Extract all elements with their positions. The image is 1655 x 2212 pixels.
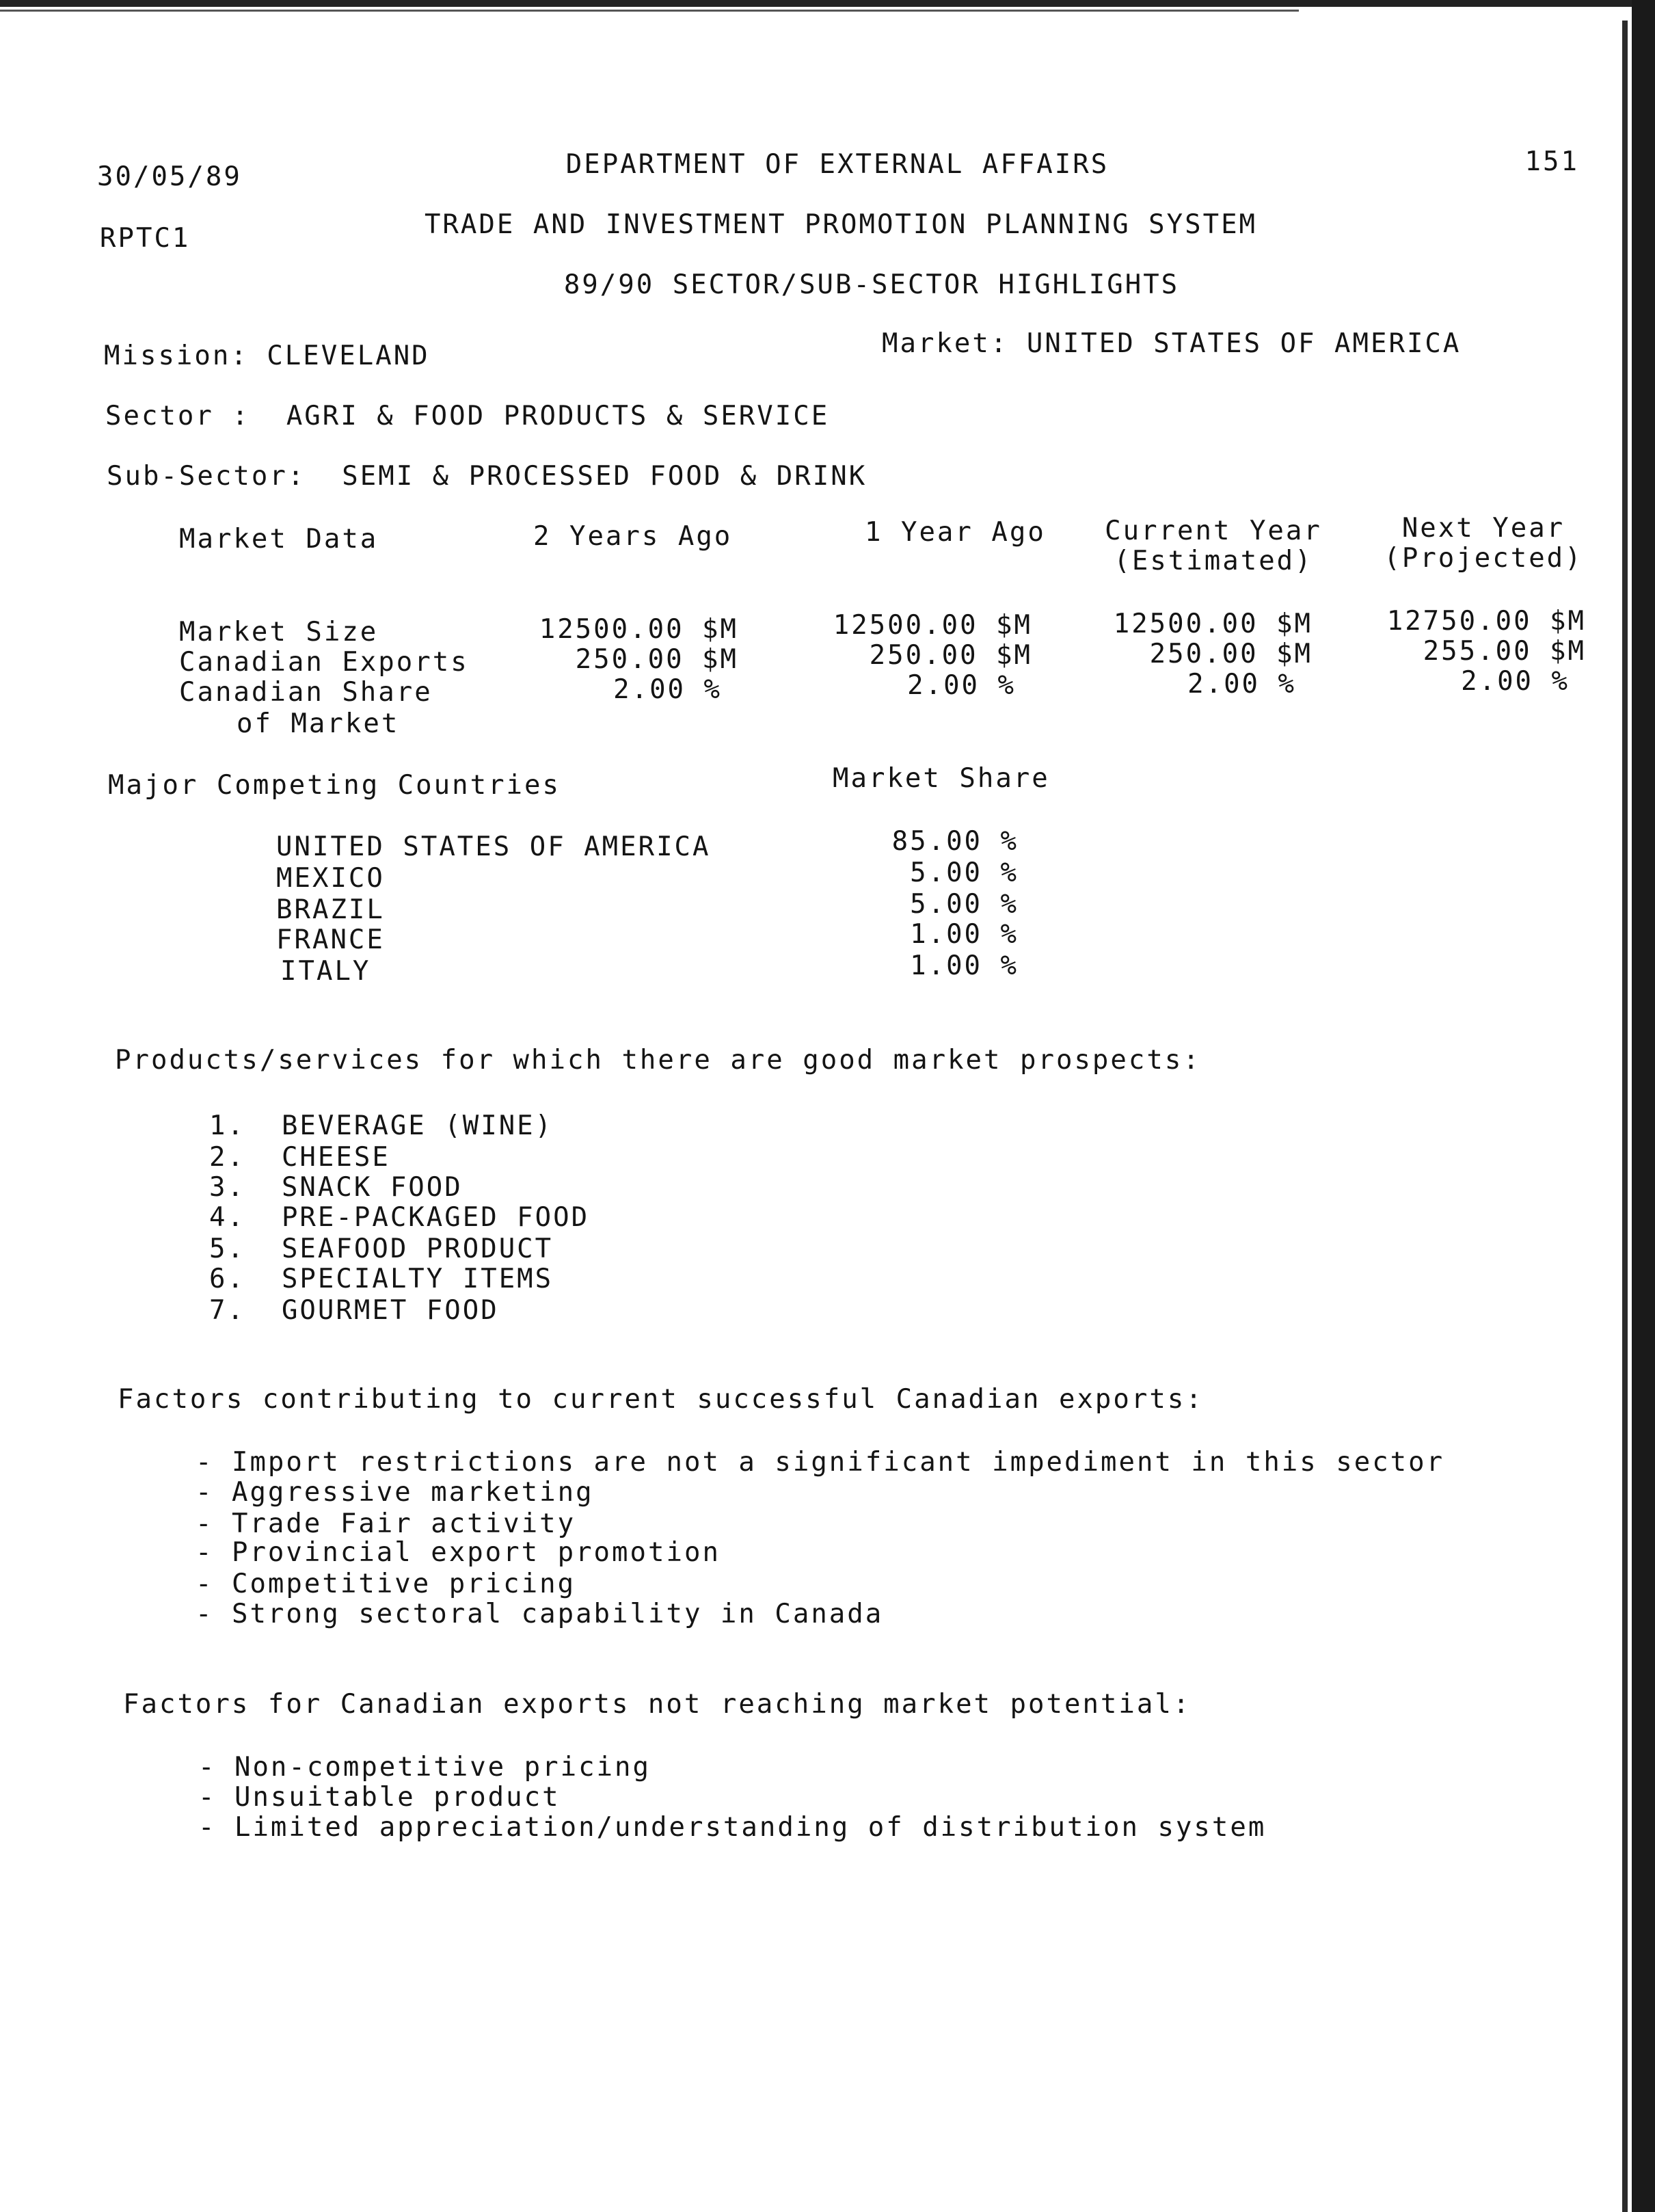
- mission-line: [104, 341, 430, 372]
- prospect-text: SPECIALTY ITEMS: [281, 1264, 554, 1294]
- canadian-exports-1y: 250.00 $M: [869, 640, 1032, 671]
- market-size-current: 12500.00 $M: [1113, 609, 1313, 639]
- sector-label: Sector :: [105, 401, 250, 431]
- mission-value: CLEVELAND: [267, 341, 430, 371]
- competitor-share: 1.00 %: [910, 950, 1019, 981]
- canadian-exports-next: 255.00 $M: [1423, 636, 1586, 667]
- canadian-share-current: 2.00 %: [1187, 669, 1296, 699]
- competitor-share: 85.00 %: [891, 826, 1019, 857]
- prospect-item: [209, 1172, 463, 1203]
- barrier-factor-item: - Non-competitive pricing: [198, 1752, 651, 1783]
- prospect-item: [209, 1234, 553, 1265]
- subsector-label: Sub-Sector:: [107, 461, 306, 492]
- success-factor-item: - Trade Fair activity: [196, 1508, 576, 1539]
- department-title: DEPARTMENT OF EXTERNAL AFFAIRS: [565, 149, 1109, 180]
- scan-right-edge: [1632, 0, 1655, 2212]
- market-size-2y: 12500.00 $M: [539, 614, 738, 645]
- competitor-country: UNITED STATES OF AMERICA: [276, 831, 711, 862]
- subsector-line: [107, 461, 867, 492]
- mission-label: Mission:: [104, 341, 249, 371]
- prospect-number: 1.: [209, 1110, 245, 1141]
- prospect-item: [209, 1110, 553, 1142]
- prospect-number: 7.: [209, 1295, 245, 1326]
- success-factors-heading: Factors contributing to current successful Canadian exports:: [118, 1384, 1204, 1415]
- success-factor-item: - Provincial export promotion: [196, 1537, 721, 1568]
- prospect-text: SEAFOOD PRODUCT: [281, 1234, 554, 1264]
- prospect-text: SNACK FOOD: [281, 1172, 463, 1203]
- report-date: 30/05/89: [97, 161, 242, 192]
- barrier-factor-item: - Limited appreciation/understanding of distribution system: [198, 1812, 1267, 1843]
- prospect-number: 3.: [209, 1172, 245, 1203]
- page-number: 151: [1524, 146, 1579, 177]
- success-factor-item: - Competitive pricing: [196, 1569, 576, 1599]
- system-title: TRADE AND INVESTMENT PROMOTION PLANNING SYSTEM: [424, 209, 1258, 240]
- col-1-year-ago: 1 Year Ago: [865, 517, 1046, 548]
- prospect-text: BEVERAGE (WINE): [281, 1110, 554, 1141]
- canadian-share-1y: 2.00 %: [907, 670, 1016, 701]
- prospect-number: 2.: [209, 1142, 245, 1173]
- market-line: [882, 328, 1461, 360]
- success-factor-item: - Strong sectoral capability in Canada: [196, 1599, 884, 1629]
- sector-line: [105, 401, 829, 432]
- subsector-value: SEMI & PROCESSED FOOD & DRINK: [342, 461, 867, 492]
- success-factor-item: - Aggressive marketing: [196, 1477, 594, 1508]
- scan-top-edge: [0, 0, 1655, 7]
- market-data-heading: Market Data: [179, 524, 379, 555]
- row-label-canadian-share: Canadian Share: [179, 677, 433, 708]
- market-label: Market:: [882, 328, 1009, 359]
- canadian-exports-current: 250.00 $M: [1149, 639, 1313, 669]
- competitor-country: BRAZIL: [276, 894, 385, 925]
- barrier-factors-heading: Factors for Canadian exports not reaching market potential:: [123, 1689, 1192, 1720]
- canadian-share-next: 2.00 %: [1461, 666, 1570, 697]
- market-size-next: 12750.00 $M: [1386, 606, 1586, 637]
- prospect-text: GOURMET FOOD: [281, 1295, 499, 1326]
- prospect-number: 5.: [209, 1234, 245, 1264]
- prospect-number: 4.: [209, 1202, 245, 1233]
- prospect-number: 6.: [209, 1264, 245, 1294]
- row-label-canadian-share-2: of Market: [237, 708, 400, 739]
- competitor-share: 1.00 %: [910, 919, 1019, 950]
- col-2-years-ago: 2 Years Ago: [533, 521, 733, 552]
- scan-right-line: [1622, 21, 1628, 2212]
- competitor-share: 5.00 %: [910, 857, 1019, 888]
- market-size-1y: 12500.00 $M: [833, 610, 1032, 641]
- competitors-heading: Major Competing Countries: [108, 770, 561, 801]
- col-current-year: Current Year: [1105, 516, 1322, 546]
- competitor-country: MEXICO: [276, 863, 385, 894]
- competitor-country: ITALY: [280, 956, 371, 987]
- market-share-heading: Market Share: [833, 763, 1050, 794]
- canadian-share-2y: 2.00 %: [613, 674, 722, 705]
- report-title: 89/90 SECTOR/SUB-SECTOR HIGHLIGHTS: [563, 269, 1180, 300]
- report-code: RPTC1: [100, 223, 191, 254]
- prospect-text: CHEESE: [281, 1142, 390, 1173]
- market-value: UNITED STATES OF AMERICA: [1026, 328, 1462, 359]
- scan-top-line: [0, 10, 1299, 12]
- competitor-country: FRANCE: [276, 924, 385, 955]
- row-label-market-size: Market Size: [179, 617, 379, 648]
- prospect-item: [209, 1202, 589, 1234]
- prospect-item: [209, 1264, 553, 1295]
- prospect-text: PRE-PACKAGED FOOD: [281, 1202, 590, 1233]
- row-label-canadian-exports: Canadian Exports: [179, 647, 469, 678]
- sector-value: AGRI & FOOD PRODUCTS & SERVICE: [286, 401, 830, 431]
- barrier-factor-item: - Unsuitable product: [198, 1782, 561, 1813]
- competitor-share: 5.00 %: [910, 889, 1019, 920]
- canadian-exports-2y: 250.00 $M: [575, 644, 738, 675]
- col-next-year: Next Year: [1401, 513, 1565, 544]
- prospects-heading: Products/services for which there are good market prospects:: [115, 1045, 1201, 1076]
- col-next-year-sub: (Projected): [1384, 543, 1583, 574]
- success-factor-item: - Import restrictions are not a significant impediment in this sector: [196, 1447, 1445, 1478]
- prospect-item: [209, 1295, 499, 1327]
- col-current-year-sub: (Estimated): [1114, 546, 1313, 576]
- prospect-item: [209, 1142, 390, 1173]
